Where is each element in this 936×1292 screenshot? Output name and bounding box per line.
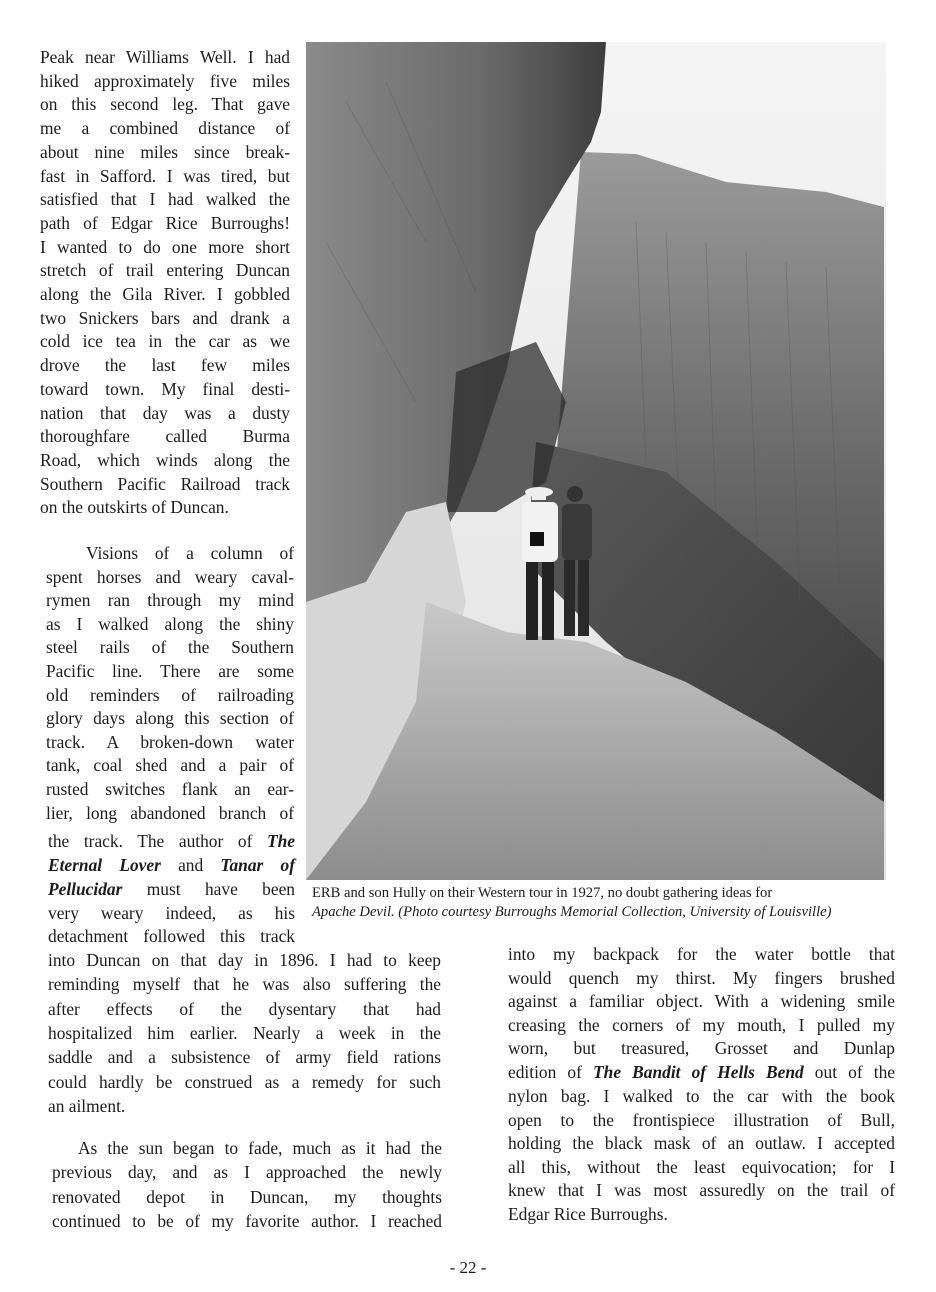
text-line: fast in Safford. I was tired, but (40, 165, 290, 186)
text-line: Pacific line. There are some (46, 661, 294, 681)
text-line: satisfied that I had walked the (40, 189, 290, 210)
caption-line-2: Apache Devil. (Photo courtesy Burroughs Memorial Collection, University of Louisville) (312, 904, 832, 920)
text-line: spent horses and weary caval- (46, 566, 294, 587)
text-line: all this, without the least equivocation; for I (508, 1156, 895, 1177)
text-line: an ailment. (48, 1095, 126, 1116)
text-line: about nine miles since break- (40, 141, 290, 162)
text-line: me a combined distance of (40, 118, 290, 139)
text-line: Peak near Williams Well. I had (40, 47, 290, 67)
text-line: into my backpack for the water bottle that (508, 944, 895, 964)
text-line: previous day, and as I approached the newly (52, 1162, 442, 1183)
text-line: Southern Pacific Railroad track (40, 473, 290, 494)
text-line: on this second leg. That gave (40, 94, 290, 115)
text-line: cold ice tea in the car as we (40, 331, 290, 352)
text-line: worn, but treasured, Grosset and Dunlap (508, 1038, 895, 1059)
text-line: the track. The author of The (48, 831, 295, 851)
text-line: on the outskirts of Duncan. (40, 497, 229, 518)
text-line: Road, which winds along the (40, 449, 290, 470)
text-line: against a familiar object. With a widening smile (508, 991, 895, 1012)
text-line: drove the last few miles (40, 355, 290, 376)
text-line: Visions of a column of (86, 543, 294, 563)
text-line: rusted switches flank an ear- (46, 779, 294, 799)
text-line: rymen ran through my mind (46, 590, 294, 611)
historical-photograph (306, 42, 886, 880)
text-line: two Snickers bars and drank a (40, 307, 290, 328)
text-line: stretch of trail entering Duncan (40, 260, 290, 281)
text-line: creasing the corners of my mouth, I pulled my (508, 1014, 895, 1035)
text-line: Pellucidar must have been (48, 879, 295, 899)
text-line: toward town. My final desti- (40, 378, 290, 399)
text-line: nylon bag. I walked to the car with the book (508, 1086, 895, 1106)
text-line: reminding myself that he was also suffering the (48, 974, 441, 995)
text-line: holding the black mask of an outlaw. I accepted (508, 1133, 895, 1154)
text-line: tank, coal shed and a pair of (46, 755, 294, 776)
book-title: Tanar of (220, 855, 295, 875)
caption-line-1: ERB and son Hully on their Western tour in 1927, no doubt gathering ideas for (312, 885, 773, 901)
text-line: after effects of the dysentary that had (48, 998, 441, 1019)
text-line: open to the frontispiece illustration of Bull, (508, 1109, 895, 1130)
text-line: steel rails of the Southern (46, 637, 294, 658)
text-line: along the Gila River. I gobbled (40, 284, 290, 304)
text-line: detachment followed this track (48, 926, 295, 946)
text-line: lier, long abandoned branch of (46, 802, 294, 823)
book-title: Eternal Lover (48, 855, 161, 875)
text-line: thoroughfare called Burma (40, 426, 290, 447)
text-line: edition of The Bandit of Hells Bend out of the (508, 1062, 895, 1082)
text-line: nation that day was a dusty (40, 402, 290, 423)
page-number: - 22 - (449, 1258, 487, 1277)
text-line: Eternal Lover and Tanar of (48, 855, 295, 875)
text-line: As the sun began to fade, much as it had the (78, 1138, 442, 1158)
photo-caption (312, 884, 892, 922)
text-line: as I walked along the shiny (46, 613, 294, 634)
text-line: track. A broken-down water (46, 731, 294, 752)
book-title: Pellucidar (48, 879, 123, 899)
cliff-trail-photo (306, 42, 886, 880)
text-line: could hardly be construed as a remedy for such (48, 1071, 441, 1092)
text-line: renovated depot in Duncan, my thoughts (52, 1186, 442, 1207)
text-line: hospitalized him earlier. Nearly a week in the (48, 1022, 441, 1043)
text-line: old reminders of railroading (46, 684, 294, 705)
book-title: The Bandit of Hells Bend (593, 1062, 804, 1082)
text-line: very weary indeed, as his (48, 903, 295, 923)
book-title: The (266, 831, 295, 851)
text-line: glory days along this section of (46, 708, 294, 729)
text-line: knew that I was most assuredly on the trail of (508, 1180, 895, 1201)
text-line: I wanted to do one more short (40, 236, 290, 257)
text-line: saddle and a subsistence of army field rations (48, 1047, 441, 1068)
text-line: hiked approximately five miles (40, 70, 290, 91)
text-line: continued to be of my favorite author. I reached (52, 1210, 442, 1231)
text-line: path of Edgar Rice Burroughs! (40, 212, 290, 233)
text-line: Edgar Rice Burroughs. (508, 1204, 668, 1224)
text-line: into Duncan on that day in 1896. I had to keep (48, 950, 441, 970)
text-line: would quench my thirst. My fingers brushed (508, 967, 895, 988)
